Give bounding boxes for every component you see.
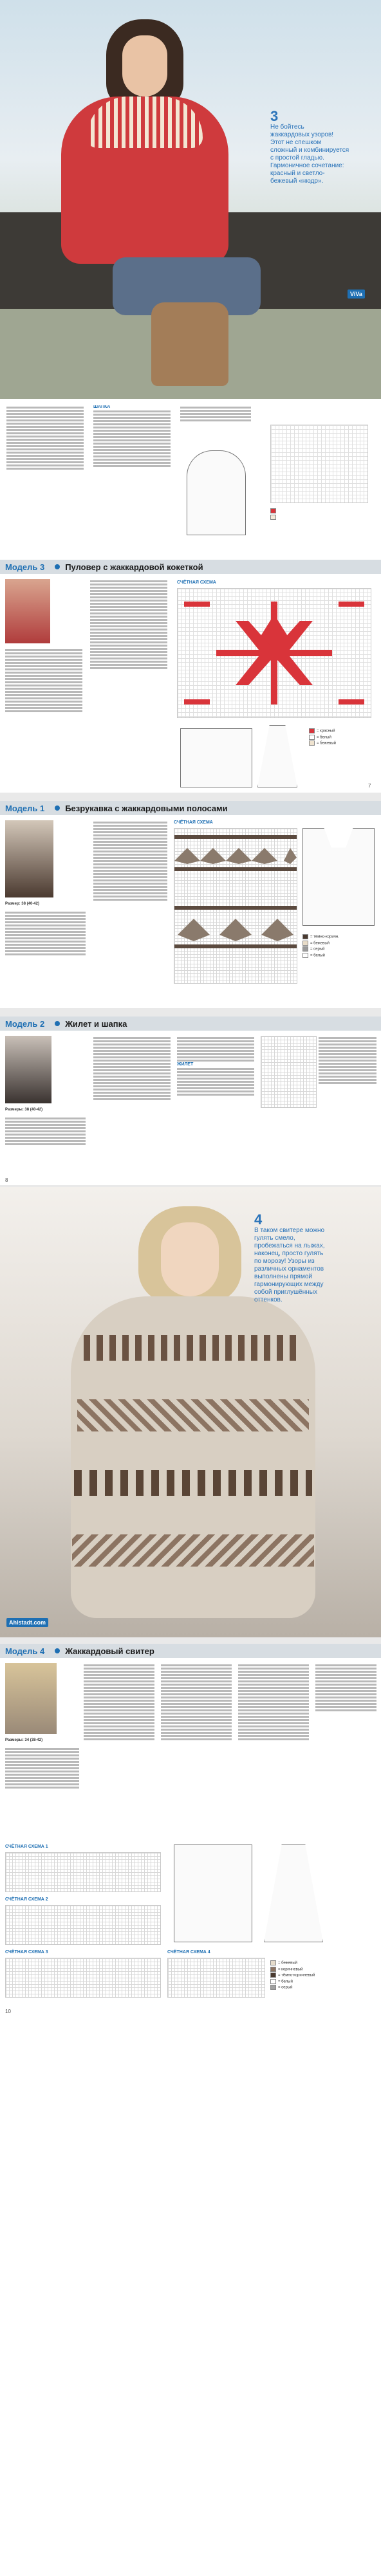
blurb-line: гулять смело,	[254, 1235, 295, 1242]
text-column	[5, 1747, 79, 1837]
chart-3	[5, 1958, 161, 1998]
yoke-pattern	[87, 97, 203, 148]
legend-entry: = бежевый	[278, 1961, 298, 1965]
model-title: Жилет и шапка	[65, 1018, 127, 1029]
blurb-line: сложный и комбинируется	[270, 147, 349, 154]
legend-entry: = бежевый	[317, 741, 337, 746]
pattern-band	[77, 1399, 309, 1431]
text-column	[177, 1036, 254, 1177]
pattern-band	[74, 1470, 312, 1496]
blurb-line: жаккардовых узоров!	[270, 131, 334, 138]
legend-entry: = белый	[278, 1980, 293, 1984]
model-4-legend	[270, 1960, 376, 1991]
face-shape	[122, 35, 167, 97]
text-column	[315, 1663, 376, 1837]
pattern-band	[84, 1335, 302, 1361]
model-4-photo	[0, 1187, 381, 1637]
blurb-line: В таком свитере можно	[254, 1227, 325, 1234]
chart-1	[5, 1852, 161, 1892]
model-number: Модель 4	[5, 1646, 45, 1656]
legend-entry: = белый	[310, 953, 325, 958]
text-column	[161, 1663, 232, 1837]
chart-label: СЧЁТНАЯ СХЕМА 3	[5, 1950, 48, 1955]
text-column	[180, 405, 251, 444]
model-title: Пуловер с жаккардовой кокеткой	[65, 562, 203, 572]
blurb-number: 3	[270, 108, 279, 124]
text-column	[5, 910, 86, 1000]
blurb-line: Этот не спешком	[270, 139, 322, 146]
chart-label: СЧЁТНАЯ СХЕМА	[174, 820, 213, 825]
photo-4-blurb	[254, 1213, 370, 1304]
model-2-header	[0, 1017, 381, 1031]
small-chart	[270, 425, 368, 503]
blurb-line: Гармоничное сочетание:	[270, 162, 344, 169]
bullet-icon	[55, 564, 60, 569]
chart-label: СЧЁТНАЯ СХЕМА 2	[5, 1897, 48, 1902]
model-1-legend	[302, 934, 373, 959]
chart-2	[5, 1905, 161, 1945]
model-3-header	[0, 560, 381, 574]
sweater-schematic	[180, 728, 252, 787]
blurb-line: красный и светло-	[270, 170, 325, 177]
text-column	[93, 1036, 171, 1177]
model-3-photo	[5, 579, 50, 643]
snowflake-motif	[178, 589, 371, 717]
legend-entry: = белый	[317, 735, 331, 740]
pattern-band	[72, 1534, 314, 1567]
small-chart-legend	[270, 508, 367, 520]
stripe-motif	[174, 829, 297, 983]
blurb-line: бежевый «нюдр».	[270, 178, 324, 185]
model-number: Модель 3	[5, 562, 45, 572]
legend-entry: = бежевый	[310, 941, 330, 946]
legend-entry: = красный	[317, 729, 335, 733]
sizes-label: Размеры: 34 (38-42)	[5, 1738, 43, 1742]
section-heading: ШАПКА	[93, 405, 111, 409]
legend-entry: = тёмно-коричневый	[278, 1973, 315, 1978]
blurb-line: пробежаться на лыжах,	[254, 1242, 325, 1249]
page-number: 7	[368, 783, 371, 789]
model-3-section	[0, 574, 381, 793]
top-blurb	[270, 109, 373, 185]
text-column	[90, 579, 167, 785]
model-2-photo	[5, 1036, 51, 1103]
sweater-schematic	[174, 1845, 252, 1942]
model-1-header	[0, 801, 381, 815]
blurb-line: выполнены прямой	[254, 1273, 312, 1280]
model-number: Модель 1	[5, 803, 45, 813]
model-4-thumb	[5, 1663, 57, 1734]
text-column	[6, 405, 84, 553]
chart-label: СЧЁТНАЯ СХЕМА 1	[5, 1845, 48, 1849]
model-4-section	[0, 1658, 381, 2576]
model-3-legend	[309, 728, 373, 747]
boots-shape	[151, 302, 228, 386]
vest-schematic	[302, 828, 375, 926]
model-2-chart	[261, 1036, 317, 1108]
text-block-1	[0, 399, 381, 560]
model-title: Безрукавка с жаккардовыми полосами	[65, 803, 228, 813]
legend-entry: = серый	[310, 947, 325, 952]
model-number: Модель 2	[5, 1018, 45, 1029]
blurb-number: 4	[254, 1211, 263, 1228]
text-column	[5, 1116, 86, 1177]
chart-label: СЧЁТНАЯ СХЕМА 4	[167, 1950, 210, 1955]
photo-credit-logo: Ahlstadt.com	[6, 1618, 48, 1627]
sizes-label: Размеры: 38 (40-42)	[5, 1108, 43, 1112]
blurb-line: собой приглушённых	[254, 1289, 317, 1296]
text-column	[93, 820, 167, 1000]
top-photo	[0, 0, 381, 399]
page-number: 8	[5, 1177, 8, 1183]
sleeve-schematic	[257, 725, 297, 787]
chart-label: СЧЁТНАЯ СХЕМА	[177, 580, 216, 585]
stripe-chart	[174, 828, 297, 984]
model-4-header	[0, 1644, 381, 1658]
hat-schematic	[187, 450, 246, 535]
text-column	[238, 1663, 309, 1837]
face-shape	[161, 1222, 219, 1296]
legend-entry: = коричневый	[278, 1967, 303, 1972]
snowflake-chart	[177, 588, 371, 718]
sizes-label: Размер: 38 (40-42)	[5, 902, 39, 906]
text-column	[5, 648, 82, 789]
model-1-section	[0, 815, 381, 1008]
bullet-icon	[55, 1021, 60, 1026]
blurb-line: наконец, просто гулять	[254, 1250, 324, 1257]
model-title: Жаккардовый свитер	[65, 1646, 154, 1656]
text-column	[319, 1036, 376, 1177]
sleeve-schematic	[264, 1845, 323, 1942]
blurb-line: Не бойтесь	[270, 124, 304, 131]
blurb-line: оттенков.	[254, 1296, 283, 1303]
legend-entry: = серый	[278, 1985, 293, 1990]
magazine-logo: ViVa	[348, 290, 365, 299]
page-number: 10	[5, 2009, 11, 2014]
bullet-icon	[55, 805, 60, 811]
text-column	[93, 405, 171, 553]
legend-entry: = тёмно-коричн.	[310, 935, 339, 939]
blurb-line: различных орнаментов	[254, 1265, 324, 1273]
blurb-line: с простой гладью.	[270, 154, 324, 161]
model-1-photo	[5, 820, 53, 897]
section-heading: ЖИЛЕТ	[177, 1062, 194, 1067]
chart-4	[167, 1958, 265, 1998]
bullet-icon	[55, 1648, 60, 1653]
model-2-section	[0, 1031, 381, 1185]
blurb-line: по морозу! Узоры из	[254, 1258, 315, 1265]
blurb-line: гармонирующих между	[254, 1281, 324, 1288]
text-column	[84, 1663, 154, 1837]
